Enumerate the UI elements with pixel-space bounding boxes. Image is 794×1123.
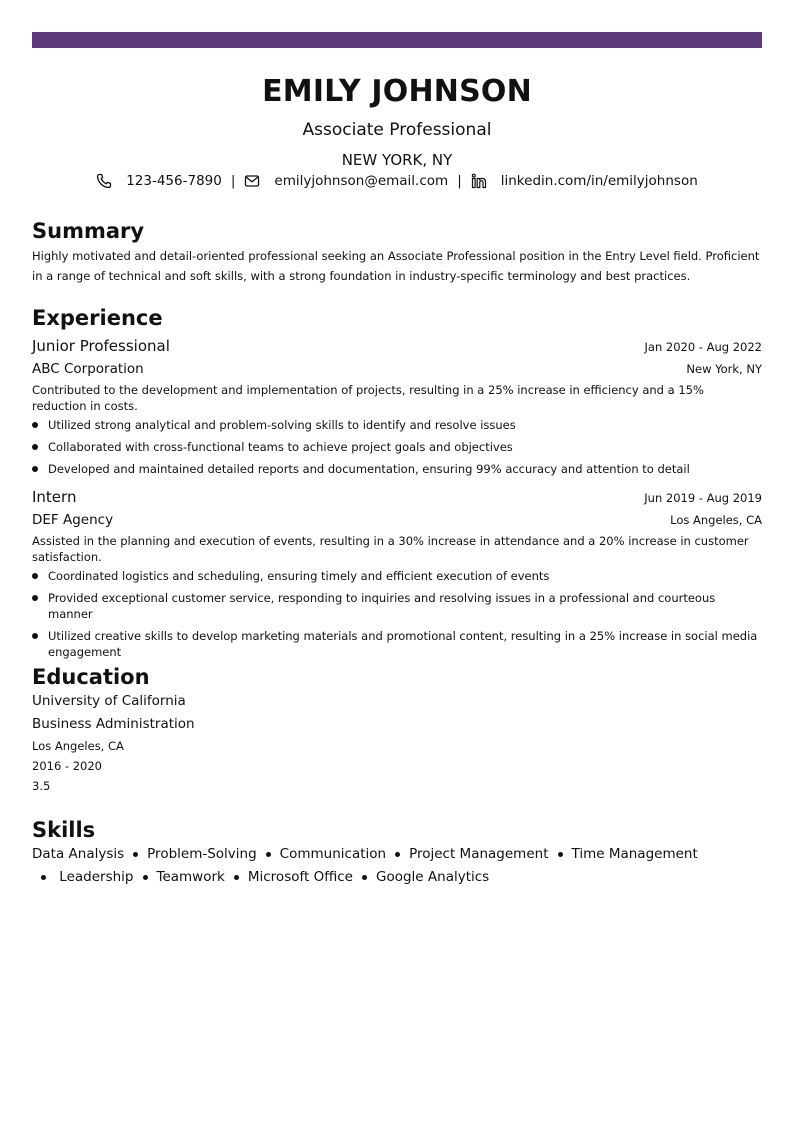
experience-heading: Experience (32, 306, 163, 330)
job-description: Assisted in the planning and execution of events, resulting in a 30% increase in attendance and a 20% increase in customer satisfaction. (32, 534, 749, 564)
job-location: New York, NY (686, 362, 762, 376)
top-accent-bar (32, 32, 762, 48)
skill-item: Data Analysis (32, 846, 125, 862)
candidate-name: EMILY JOHNSON (262, 74, 532, 109)
summary-text: Highly motivated and detail-oriented professional seeking an Associate Professional position in the Entry Level field. Proficient in a range of technical and soft skills, with a strong foundation in industry-specific terminology and best practices. (32, 249, 760, 283)
job-company: ABC Corporation (32, 361, 144, 377)
skill-bullet (41, 875, 46, 880)
list-item (32, 439, 762, 455)
job-entry (32, 335, 762, 477)
bullet-dot (32, 633, 38, 639)
bullet-text: Collaborated with cross-functional teams to achieve project goals and objectives (48, 440, 513, 454)
bullet-text: Provided exceptional customer service, responding to inquiries and resolving issues in a professional and courteous manner (48, 591, 716, 621)
bullet-dot (32, 466, 38, 472)
bullet-text: Coordinated logistics and scheduling, ensuring timely and efficient execution of events (48, 569, 550, 583)
skill-item: Communication (279, 846, 387, 862)
linkedin-icon (471, 173, 487, 189)
skill-item: Problem-Solving (147, 846, 257, 862)
job-dates: Jan 2020 - Aug 2022 (644, 340, 762, 354)
skill-bullet (395, 852, 400, 857)
bullet-text: Utilized strong analytical and problem-solving skills to identify and resolve issues (48, 418, 516, 432)
skill-bullet (143, 875, 148, 880)
education-school: University of California (32, 693, 186, 709)
email-address[interactable]: emilyjohnson@email.com (274, 173, 449, 189)
contact-separator: | (230, 173, 236, 189)
experience-section (32, 305, 762, 666)
job-entry (32, 486, 762, 660)
email-icon (244, 173, 260, 189)
job-bullets (32, 568, 762, 660)
job-description: Contributed to the development and implementation of projects, resulting in a 25% increase in efficiency and a 15% reduction in costs. (32, 383, 704, 413)
job-bullets (32, 417, 762, 477)
phone-icon (96, 173, 112, 189)
skill-bullet (234, 875, 239, 880)
list-item (32, 568, 762, 584)
skill-bullet (558, 852, 563, 857)
phone-number[interactable]: 123-456-7890 (126, 173, 222, 189)
candidate-title: Associate Professional (302, 120, 492, 140)
skills-section (32, 817, 762, 889)
skill-bullet (362, 875, 367, 880)
contact-line (32, 172, 762, 190)
skills-heading: Skills (32, 818, 96, 842)
education-gpa: 3.5 (32, 779, 51, 793)
job-title: Intern (32, 488, 77, 506)
bullet-dot (32, 422, 38, 428)
skills-list (32, 843, 712, 889)
skill-item: Teamwork (156, 869, 225, 885)
skill-item: Microsoft Office (247, 869, 353, 885)
skill-bullet (266, 852, 271, 857)
skill-item: Time Management (571, 846, 698, 862)
education-degree: Business Administration (32, 716, 195, 732)
education-location: Los Angeles, CA (32, 739, 124, 753)
summary-section (32, 218, 762, 286)
skill-item: Project Management (409, 846, 549, 862)
job-company: DEF Agency (32, 512, 114, 528)
list-item (32, 461, 762, 477)
bullet-dot (32, 573, 38, 579)
summary-heading: Summary (32, 219, 145, 243)
bullet-text: Developed and maintained detailed reports and documentation, ensuring 99% accuracy and attention to detail (48, 462, 690, 476)
bullet-dot (32, 595, 38, 601)
education-section (32, 664, 762, 796)
job-dates: Jun 2019 - Aug 2019 (644, 491, 762, 505)
education-heading: Education (32, 665, 150, 689)
list-item (32, 417, 762, 433)
skill-bullet (133, 852, 138, 857)
list-item (32, 590, 762, 622)
contact-separator: | (457, 173, 462, 189)
skill-item: Leadership (59, 869, 134, 885)
skill-item: Google Analytics (376, 869, 490, 885)
education-years: 2016 - 2020 (32, 759, 102, 773)
bullet-dot (32, 444, 38, 450)
job-title: Junior Professional (32, 337, 170, 355)
linkedin-url[interactable]: linkedin.com/in/emilyjohnson (500, 173, 698, 189)
list-item (32, 628, 762, 660)
candidate-location: NEW YORK, NY (341, 151, 453, 169)
bullet-text: Utilized creative skills to develop marketing materials and promotional content, resulting in a 25% increase in social media engagement (48, 629, 758, 659)
job-location: Los Angeles, CA (670, 513, 762, 527)
resume-header (32, 72, 762, 190)
